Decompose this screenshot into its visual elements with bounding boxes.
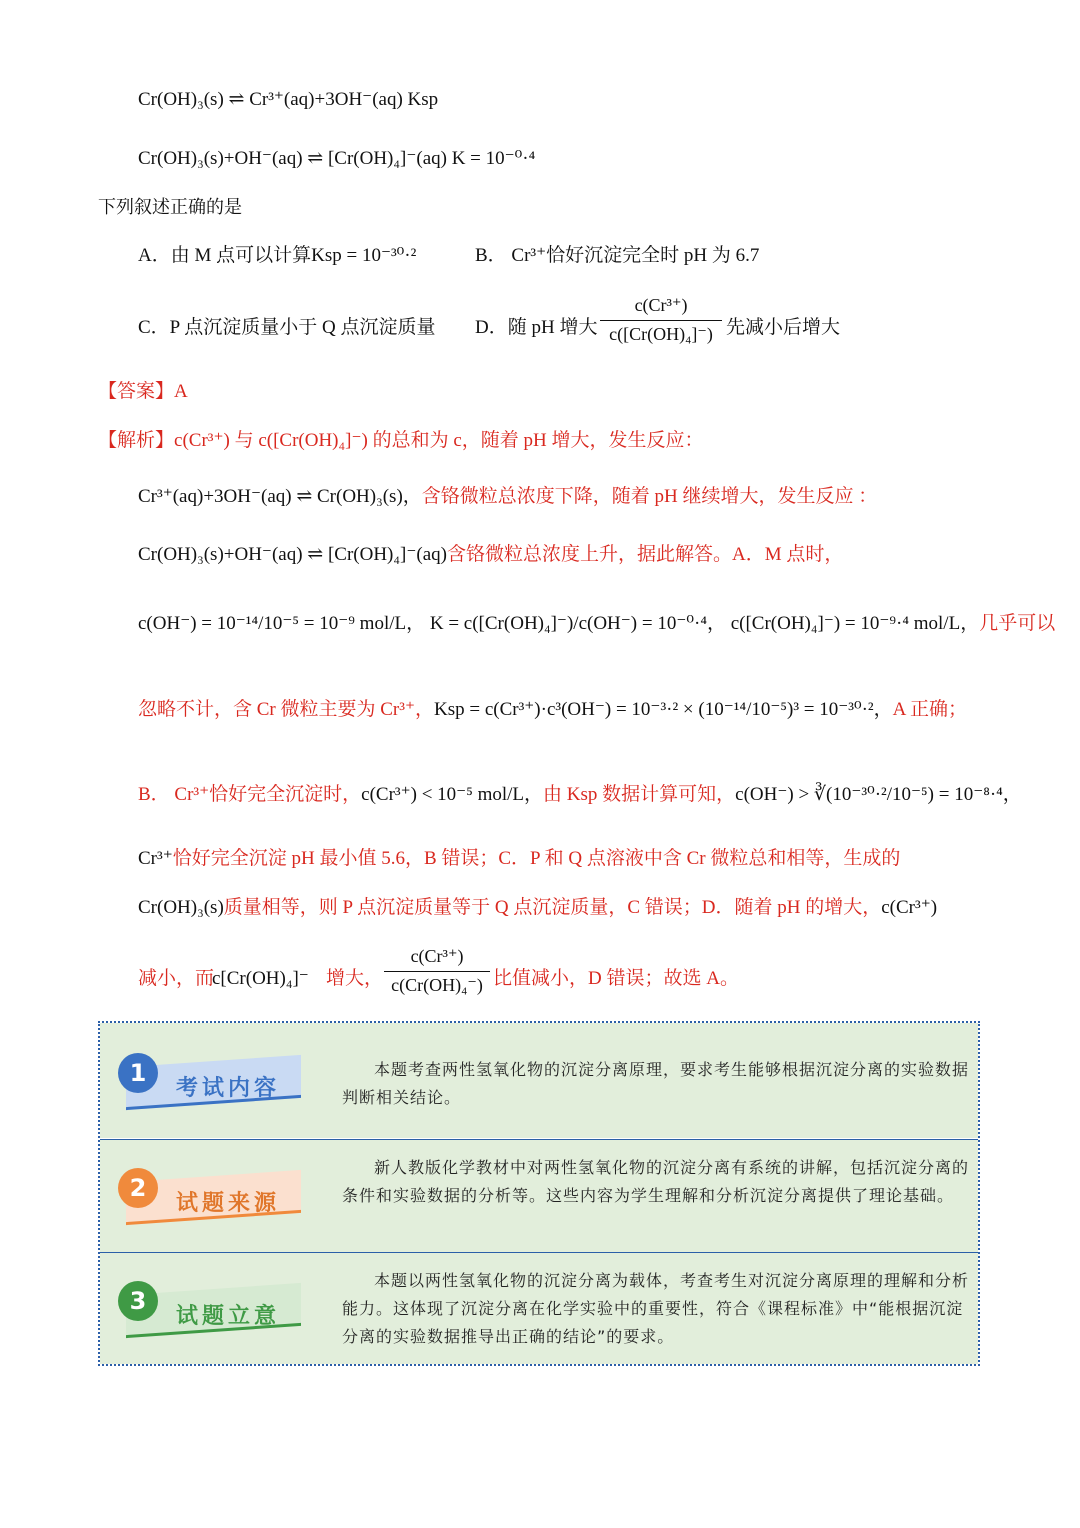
badge-number: 1 (118, 1053, 158, 1093)
analysis-cr-ion: Cr³⁺ (138, 848, 173, 869)
ratio-numerator: c(Cr³⁺) (410, 946, 464, 966)
answer-value: A (174, 381, 188, 402)
analysis-text-9c: 增大， (326, 968, 384, 989)
analysis-line-2 (138, 487, 877, 506)
analysis-text-3: 含铬微粒总浓度上升，据此解答。A．M 点时， (446, 544, 844, 565)
analysis-label: 【解析】 (98, 430, 175, 451)
answer-label: 【答案】 (98, 381, 175, 402)
analysis-line-1 (98, 431, 703, 450)
badge-label: 试题来源 (176, 1191, 281, 1216)
option-b: B． Cr³⁺恰好沉淀完全时 pH 为 6.7 (475, 245, 760, 266)
analysis-text-2: 含铬微粒总浓度下降，随着 pH 继续增大，发生反应 ： (421, 486, 878, 507)
analysis-line-8 (138, 898, 937, 917)
reaction-k: Cr(OH)₃(s)+OH⁻(aq) ⇌ [Cr(OH)₄]⁻(aq) K = 10⁻⁰·⁴ (138, 148, 536, 169)
analysis-text-1: c(Cr³⁺) 与 c([Cr(OH)₄]⁻) 的总和为 c，随着 pH 增大，发生反应： (174, 430, 704, 451)
reaction-dissolve: Cr(OH)₃(s)+OH⁻(aq) ⇌ [Cr(OH)₄]⁻(aq) (138, 544, 447, 565)
badge-label: 考试内容 (176, 1076, 281, 1101)
analysis-line-6 (138, 785, 1022, 804)
analysis-b-oh-limit: c(OH⁻) > ∛(10⁻³⁰·²/10⁻⁵) = 10⁻⁸·⁴， (735, 784, 1022, 805)
analysis-text-4: 几乎可以 (979, 613, 1056, 634)
summary-section-3 (100, 1253, 978, 1364)
analysis-line-3 (138, 545, 843, 564)
analysis-b-start: B． Cr³⁺恰好完全沉淀时， (138, 784, 362, 805)
analysis-text-8: 质量相等，则 P 点沉淀质量等于 Q 点沉淀质量，C 错误；D．随着 pH 的增大， (223, 897, 882, 918)
analysis-cr-conc: c(Cr³⁺) (881, 897, 938, 918)
analysis-cr-oh4-conc: c[Cr(OH)₄]⁻ (212, 968, 309, 989)
summary-section-1 (100, 1023, 978, 1138)
option-d-denominator: c([Cr(OH)₄]⁻) (609, 324, 713, 344)
badge-number: 3 (118, 1281, 158, 1321)
analysis-a-correct: A 正确； (892, 699, 968, 720)
analysis-line-7 (138, 849, 900, 868)
summary-text: 新人教版化学教材中对两性氢氧化物的沉淀分离有系统的讲解，包括沉淀分离的条件和实验数据的分析等。这些内容为学生理解和分析沉淀分离提供了理论基础。 (342, 1158, 970, 1205)
analysis-text-9d: 比值减小，D 错误；故选 A。 (493, 968, 739, 989)
option-c: C．P 点沉淀质量小于 Q 点沉淀质量 (138, 317, 436, 338)
answer (98, 382, 188, 401)
summary-box (98, 1021, 980, 1366)
summary-text: 本题以两性氢氧化物的沉淀分离为载体，考查考生对沉淀分离原理的理解和分析能力。这体现了沉淀分离在化学实验中的重要性，符合《课程标准》中“能根据沉淀分离的实验数据推导出正确的结论”的要求。 (342, 1271, 970, 1346)
badge-1 (118, 1053, 303, 1109)
badge-3 (118, 1281, 303, 1337)
option-d-tail: 先减小后增大 (726, 317, 841, 338)
reaction-precipitate: Cr³⁺(aq)+3OH⁻(aq) ⇌ Cr(OH)₃(s)， (138, 486, 422, 507)
analysis-calc-m: c(OH⁻) = 10⁻¹⁴/10⁻⁵ = 10⁻⁹ mol/L， K = c([Cr(OH)₄]⁻)/c(OH⁻) = 10⁻⁰·⁴， c([Cr(OH)₄]⁻) = 10⁻⁹·⁴ mol/L， (138, 613, 980, 634)
badge-2 (118, 1168, 303, 1224)
analysis-cr-oh3: Cr(OH)₃(s) (138, 897, 224, 918)
analysis-line-5 (138, 700, 967, 719)
summary-text: 本题考查两性氢氧化物的沉淀分离原理，要求考生能够根据沉淀分离的实验数据判断相关结论。 (342, 1060, 970, 1107)
analysis-text-7: 恰好完全沉淀 pH 最小值 5.6，B 错误；C．P 和 Q 点溶液中含 Cr 微粒总和相等，生成的 (172, 848, 901, 869)
badge-label: 试题立意 (176, 1304, 281, 1329)
summary-section-2 (100, 1140, 978, 1252)
ratio-denominator: c(Cr(OH)₄⁻) (391, 975, 483, 995)
analysis-b-mid: 由 Ksp 数据计算可知， (543, 784, 736, 805)
option-d-text: D．随 pH 增大 (475, 317, 598, 338)
reaction-ksp: Cr(OH)₃(s) ⇌ Cr³⁺(aq)+3OH⁻(aq) Ksp (138, 89, 439, 110)
analysis-line-4 (138, 614, 1055, 633)
analysis-text-5: 忽略不计，含 Cr 微粒主要为 Cr³⁺， (138, 699, 434, 720)
option-a: A．由 M 点可以计算Ksp = 10⁻³⁰·² (138, 245, 417, 266)
fraction-bar (384, 971, 490, 972)
option-d-numerator: c(Cr³⁺) (634, 295, 688, 315)
analysis-text-9a: 减小，而 (138, 968, 215, 989)
fraction-bar (600, 320, 722, 321)
badge-number: 2 (118, 1168, 158, 1208)
analysis-b-cr-limit: c(Cr³⁺) < 10⁻⁵ mol/L， (361, 784, 544, 805)
analysis-ksp-calc: Ksp = c(Cr³⁺)·c³(OH⁻) = 10⁻³·² × (10⁻¹⁴/10⁻⁵)³ = 10⁻³⁰·²， (433, 699, 893, 720)
question-stem: 下列叙述正确的是 (98, 197, 242, 218)
ratio-fraction (384, 947, 490, 994)
option-d-fraction (600, 296, 722, 343)
